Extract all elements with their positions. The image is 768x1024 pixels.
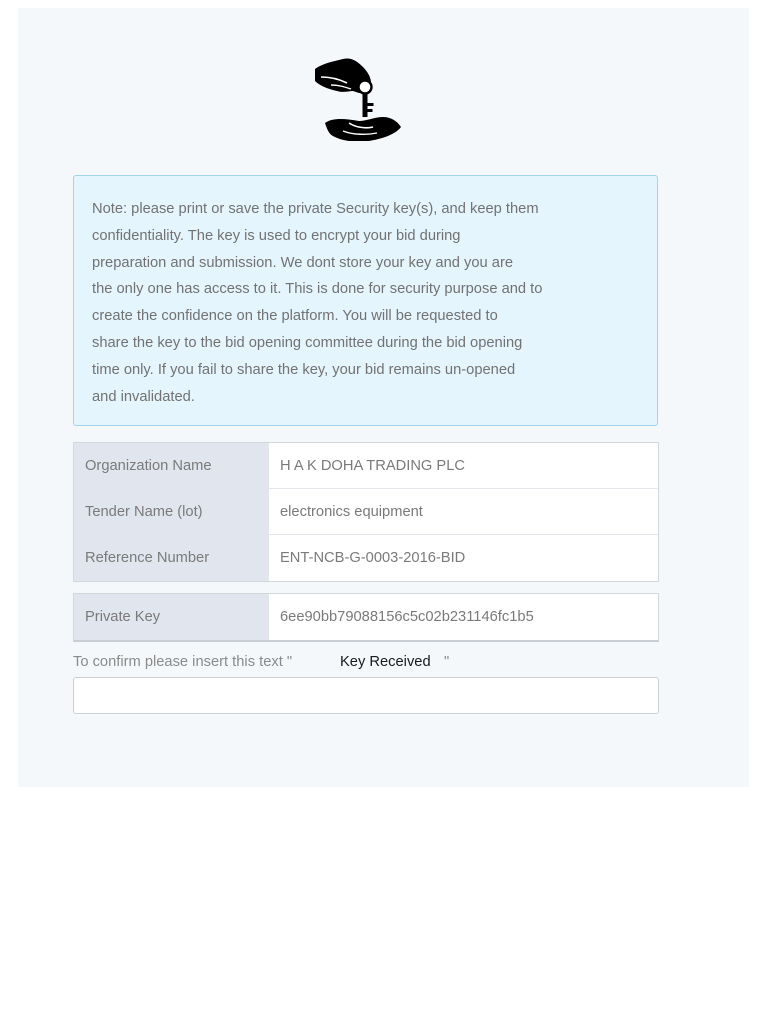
organization-name-value-cell (269, 443, 658, 489)
tender-name-value-cell (269, 489, 658, 535)
bid-details-table (73, 442, 659, 582)
private-key-value[interactable]: 6ee90bb79088156c5c02b231146fc1b5 (280, 609, 534, 625)
note-line: preparation and submission. We dont store your key and you are (92, 254, 514, 271)
confirm-phrase: Key Received (340, 654, 431, 670)
organization-name-value: H A K DOHA TRADING PLC (280, 458, 466, 474)
confirm-prompt: To confirm please insert this text " (73, 654, 293, 670)
private-key-label-cell (74, 594, 269, 640)
confirm-text-input[interactable] (73, 677, 659, 714)
security-note-text (92, 196, 592, 410)
tender-name-label: Tender Name (lot) (85, 504, 203, 520)
note-line: the only one has access to it. This is done for security purpose and to (92, 281, 543, 298)
reference-number-label-cell (74, 535, 269, 581)
note-line: share the key to the bid opening committee during the bid opening (92, 334, 523, 351)
confirm-closing-quote: " (444, 654, 450, 670)
tender-name-value: electronics equipment (280, 504, 423, 520)
note-line: and invalidated. (92, 388, 195, 405)
note-line: time only. If you fail to share the key, your bid remains un-opened (92, 361, 516, 378)
reference-number-label: Reference Number (85, 550, 210, 566)
organization-name-label-cell (74, 443, 269, 489)
private-key-table (73, 593, 659, 642)
reference-number-value: ENT-NCB-G-0003-2016-BID (280, 550, 466, 566)
tender-name-label-cell (74, 489, 269, 535)
note-line: confidentiality. The key is used to encrypt your bid during (92, 227, 461, 244)
private-key-label: Private Key (85, 609, 161, 625)
table-row-reference (74, 535, 658, 581)
note-line: create the confidence on the platform. You will be requested to (92, 308, 498, 325)
table-row-organization (74, 443, 658, 489)
private-key-value-cell (269, 594, 658, 640)
note-line: Note: please print or save the private Security key(s), and keep them (92, 201, 539, 217)
hand-key-icon (313, 57, 403, 141)
reference-number-value-cell (269, 535, 658, 581)
table-row-private-key (74, 594, 658, 640)
table-row-tender (74, 489, 658, 535)
organization-name-label: Organization Name (85, 458, 212, 474)
